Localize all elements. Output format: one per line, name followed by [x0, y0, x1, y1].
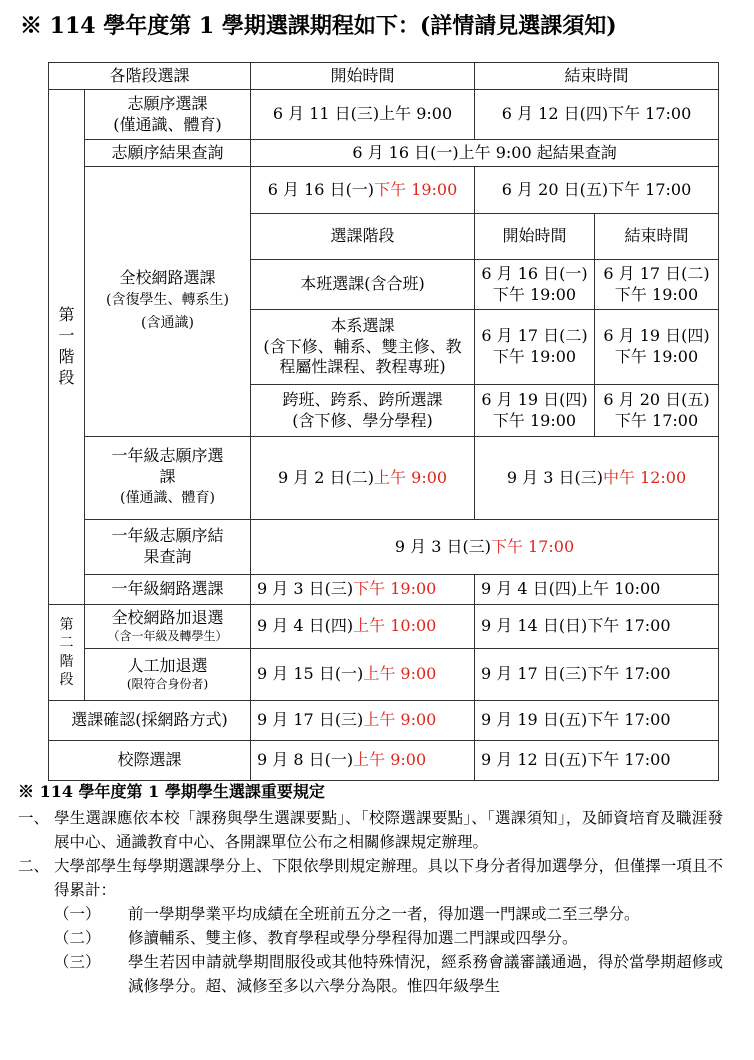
table-row — [49, 701, 719, 741]
table-row — [49, 605, 719, 649]
start-time: 6 月 16 日(一)下午 19:00 — [251, 167, 475, 214]
stage-name: 一年級志願序選 課 (僅通識、體育) — [85, 437, 251, 520]
sub-end-time: 6 月 17 日(二) 下午 19:00 — [595, 260, 719, 310]
end-time: 6 月 20 日(五)下午 17:00 — [475, 167, 719, 214]
rule-item — [18, 854, 723, 902]
sub-header-start: 開始時間 — [475, 214, 595, 260]
subitem-text: 學生若因申請就學期間服役或其他特殊情況，經系務會議審議通過，得於當學期超修或減修學分。超、減修至多以六學分為限。惟四年級學生 — [128, 953, 723, 995]
sub-end-time: 6 月 20 日(五) 下午 17:00 — [595, 385, 719, 437]
end-time: 9 月 14 日(日)下午 17:00 — [475, 605, 719, 649]
rule-number: 二、 — [18, 857, 50, 875]
table-row — [49, 575, 719, 605]
rules-title: ※ 114 學年度第 1 學期學生選課重要規定 — [18, 782, 325, 801]
sub-header-stage: 選課階段 — [251, 214, 475, 260]
stage-name: 全校網路加退選 （含一年級及轉學生） — [85, 605, 251, 649]
sub-start-time: 6 月 16 日(一) 下午 19:00 — [475, 260, 595, 310]
table-row — [49, 437, 719, 520]
table-row — [49, 741, 719, 781]
table-row — [49, 649, 719, 701]
end-time: 9 月 19 日(五)下午 17:00 — [475, 701, 719, 741]
phase-2-label: 第 二 階 段 — [49, 605, 85, 701]
rule-item — [18, 806, 723, 854]
stage-name: 一年級網路選課 — [85, 575, 251, 605]
end-time: 6 月 12 日(四)下午 17:00 — [475, 90, 719, 140]
sub-header-end: 結束時間 — [595, 214, 719, 260]
rule-text: 學生選課應依本校「課務與學生選課要點」、「校際選課要點」、「選課須知」，及師資培育及職涯發展中心、通識教育中心、各開課單位公布之相關修課規定辦理。 — [54, 809, 723, 851]
rule-number: 一、 — [18, 809, 50, 827]
result-query-time: 6 月 16 日(一)上午 9:00 起結果查詢 — [251, 140, 719, 167]
end-time: 9 月 17 日(三)下午 17:00 — [475, 649, 719, 701]
table-row — [49, 520, 719, 575]
subitem-text: 前一學期學業平均成績在全班前五分之一者，得加選一門課或二至三學分。 — [128, 905, 640, 923]
table-row — [49, 140, 719, 167]
header-end: 結束時間 — [475, 63, 719, 90]
sub-start-time: 6 月 17 日(二) 下午 19:00 — [475, 310, 595, 385]
end-time: 9 月 4 日(四)上午 10:00 — [475, 575, 719, 605]
sub-stage-name: 本班選課(含合班) — [251, 260, 475, 310]
stage-name: 志願序選課 (僅通識、體育) — [85, 90, 251, 140]
start-time: 9 月 15 日(一)上午 9:00 — [251, 649, 475, 701]
end-time: 9 月 3 日(三)中午 12:00 — [475, 437, 719, 520]
result-query-time: 9 月 3 日(三)下午 17:00 — [251, 520, 719, 575]
stage-name: 志願序結果查詢 — [85, 140, 251, 167]
table-row — [49, 90, 719, 140]
sub-stage-name: 跨班、跨系、跨所選課 (含下修、學分學程) — [251, 385, 475, 437]
rule-text: 大學部學生每學期選課學分上、下限依學則規定辦理。具以下身分者得加選學分，但僅擇一項且不得累計： — [54, 857, 723, 899]
stage-name: 全校網路選課 (含復學生、轉系生) (含通識) — [85, 167, 251, 437]
start-time: 6 月 11 日(三)上午 9:00 — [251, 90, 475, 140]
sub-start-time: 6 月 19 日(四) 下午 19:00 — [475, 385, 595, 437]
start-time: 9 月 3 日(三)下午 19:00 — [251, 575, 475, 605]
subitem-number: （一） — [54, 905, 101, 923]
subitem-text: 修讀輔系、雙主修、教育學程或學分學程得加選二門課或四學分。 — [128, 929, 578, 947]
stage-name: 人工加退選 (限符合身份者) — [85, 649, 251, 701]
start-time: 9 月 4 日(四)上午 10:00 — [251, 605, 475, 649]
header-start: 開始時間 — [251, 63, 475, 90]
start-time: 9 月 17 日(三)上午 9:00 — [251, 701, 475, 741]
phase-1-label: 第 一 階 段 — [49, 90, 85, 605]
rule-subitem — [18, 950, 723, 998]
start-time: 9 月 8 日(一)上午 9:00 — [251, 741, 475, 781]
rules-section — [18, 780, 723, 998]
page-title: ※ 114 學年度第 1 學期選課期程如下：(詳情請見選課須知) — [20, 13, 617, 39]
end-time: 9 月 12 日(五)下午 17:00 — [475, 741, 719, 781]
sub-end-time: 6 月 19 日(四) 下午 19:00 — [595, 310, 719, 385]
schedule-table — [48, 62, 719, 781]
table-header-row — [49, 63, 719, 90]
rule-subitem — [18, 926, 723, 950]
start-time: 9 月 2 日(二)上午 9:00 — [251, 437, 475, 520]
header-stage: 各階段選課 — [49, 63, 251, 90]
subitem-number: （二） — [54, 929, 101, 947]
stage-name: 一年級志願序結 果查詢 — [85, 520, 251, 575]
table-row — [49, 167, 719, 214]
stage-name: 校際選課 — [49, 741, 251, 781]
stage-name: 選課確認(採網路方式) — [49, 701, 251, 741]
subitem-number: （三） — [54, 953, 101, 971]
rule-subitem — [18, 902, 723, 926]
sub-stage-name: 本系選課 (含下修、輔系、雙主修、教 程屬性課程、教程專班) — [251, 310, 475, 385]
